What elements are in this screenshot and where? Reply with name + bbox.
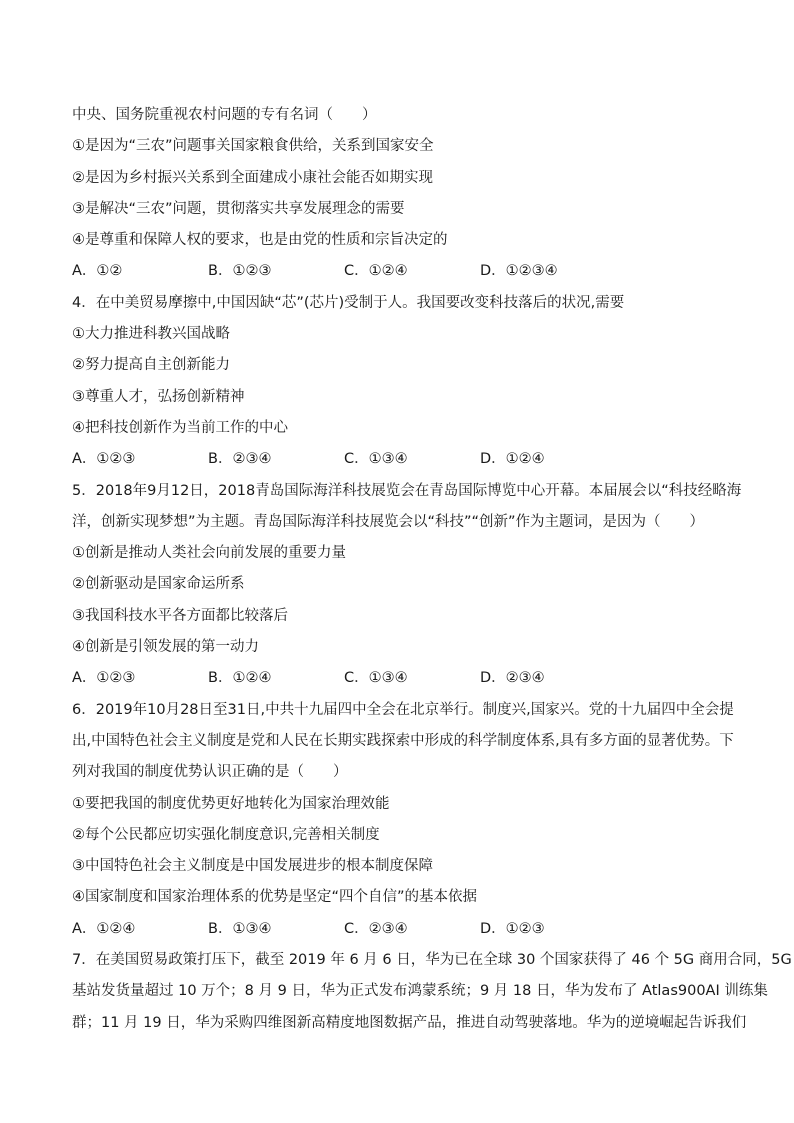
answer-item: ②创新驱动是国家命运所系 xyxy=(72,576,245,593)
question-4 xyxy=(72,288,722,476)
choice-row xyxy=(72,663,722,694)
choice-b: B．②③④ xyxy=(208,451,272,468)
answer-item: ②努力提高自主创新能力 xyxy=(72,357,230,374)
question-stem: 列对我国的制度优势认识正确的是（ ） xyxy=(72,764,348,781)
answer-item: ①要把我国的制度优势更好地转化为国家治理效能 xyxy=(72,795,390,812)
choice-c: C．②③④ xyxy=(344,920,408,937)
exam-page xyxy=(72,100,792,1039)
answer-item: ②每个公民都应切实强化制度意识,完善相关制度 xyxy=(72,826,380,843)
question-3 xyxy=(72,100,722,288)
answer-item: ③我国科技水平各方面都比较落后 xyxy=(72,607,288,624)
question-stem: 5．2018年9月12日，2018青岛国际海洋科技展览会在青岛国际博览中心开幕。本届展会以“科技经略海 xyxy=(72,482,742,499)
choice-b: B．①②④ xyxy=(208,670,272,687)
question-5 xyxy=(72,476,742,695)
question-stem: 中央、国务院重视农村问题的专有名词（ ） xyxy=(72,107,377,123)
answer-item: ①创新是推动人类社会向前发展的重要力量 xyxy=(72,545,346,562)
answer-item: ④国家制度和国家治理体系的优势是坚定“四个自信”的基本依据 xyxy=(72,889,478,906)
question-stem: 群；11 月 19 日，华为采购四维图新高精度地图数据产品，推进自动驾驶落地。华为的逆境崛起告诉我们 xyxy=(72,1014,747,1031)
answer-item: ③是解决“三农”问题，贯彻落实共享发展理念的需要 xyxy=(72,200,405,217)
answer-item: ④是尊重和保障人权的要求，也是由党的性质和宗旨决定的 xyxy=(72,232,448,249)
choice-b: B．①③④ xyxy=(208,920,272,937)
choice-a: A．①②③ xyxy=(72,670,136,687)
choice-c: C．①③④ xyxy=(344,670,408,687)
question-7 xyxy=(72,945,792,1039)
choice-a: A．①② xyxy=(72,263,123,280)
question-stem: 基站发货量超过 10 万个；8 月 9 日，华为正式发布鸿蒙系统；9 月 18 日，华为发布了 Atlas900AI 训练集 xyxy=(72,983,768,1000)
answer-item: ③尊重人才，弘扬创新精神 xyxy=(72,388,245,405)
answer-item: ①大力推进科教兴国战略 xyxy=(72,326,230,343)
choice-a: A．①②④ xyxy=(72,920,136,937)
answer-item: ④创新是引领发展的第一动力 xyxy=(72,639,259,656)
choice-d: D．①②③ xyxy=(480,920,545,937)
question-6 xyxy=(72,695,734,945)
answer-item: ③中国特色社会主义制度是中国发展进步的根本制度保障 xyxy=(72,858,433,875)
choice-d: D．①②④ xyxy=(480,451,545,468)
answer-item: ④把科技创新作为当前工作的中心 xyxy=(72,419,288,436)
choice-d: D．②③④ xyxy=(480,670,545,687)
question-stem: 出,中国特色社会主义制度是党和人民在长期实践探索中形成的科学制度体系,具有多方面的显著优势。下 xyxy=(72,732,734,749)
question-stem: 洋，创新实现梦想”为主题。青岛国际海洋科技展览会以“科技”“创新”作为主题词，是因为（ ） xyxy=(72,513,705,530)
choice-c: C．①②④ xyxy=(344,263,408,280)
choice-row xyxy=(72,914,722,945)
choice-d: D．①②③④ xyxy=(480,263,558,280)
question-stem: 7．在美国贸易政策打压下，截至 2019 年 6 月 6 日，华为已在全球 30 个国家获得了 46 个 5G 商用合同，5G xyxy=(72,952,792,969)
choice-a: A．①②③ xyxy=(72,451,136,468)
answer-item: ②是因为乡村振兴关系到全面建成小康社会能否如期实现 xyxy=(72,169,433,186)
question-stem: 4．在中美贸易摩擦中,中国因缺“芯”(芯片)受制于人。我国要改变科技落后的状况,需要 xyxy=(72,294,625,311)
choice-c: C．①③④ xyxy=(344,451,408,468)
choice-row xyxy=(72,256,722,287)
question-stem: 6．2019年10月28日至31日,中共十九届四中全会在北京举行。制度兴,国家兴。党的十九届四中全会提 xyxy=(72,701,734,718)
choice-row xyxy=(72,444,722,475)
answer-item: ①是因为“三农”问题事关国家粮食供给，关系到国家安全 xyxy=(72,138,434,155)
choice-b: B．①②③ xyxy=(208,263,272,280)
